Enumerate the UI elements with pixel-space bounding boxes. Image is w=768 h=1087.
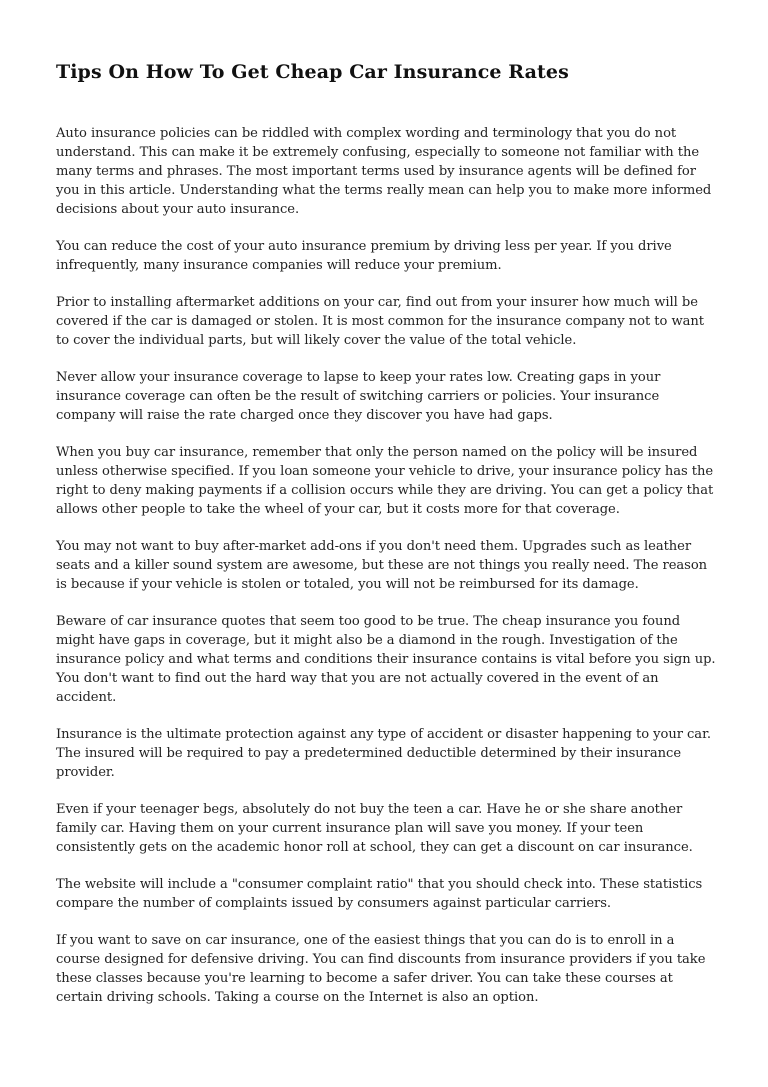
paragraph: Never allow your insurance coverage to lapse to keep your rates low. Creating gaps in your insurance coverage can often be the result of switching carriers or policies. Your insurance company will raise the rate charged once they discover you have had gaps. [56,370,661,423]
paragraph: You may not want to buy after-market add-ons if you don't need them. Upgrades such as leather seats and a killer sound system are awesome, but these are not things you really need. The reason is because if your vehicle is stolen or totaled, you will not be reimbursed for its damage. [56,539,708,592]
paragraph: Auto insurance policies can be riddled with complex wording and terminology that you do not understand. This can make it be extremely confusing, especially to someone not familiar with the many terms and phrases. The most important terms used by insurance agents will be defined for you in this article. Understanding what the terms really mean can help you to make more informed decisions about your auto insurance. [56,126,712,217]
document-page [56,58,716,1025]
paragraph: You can reduce the cost of your auto insurance premium by driving less per year. If you drive infrequently, many insurance companies will reduce your premium. [56,239,672,273]
paragraph: Prior to installing aftermarket additions on your car, find out from your insurer how much will be covered if the car is damaged or stolen. It is most common for the insurance company not to want to cover the individual parts, but will likely cover the value of the total vehicle. [56,295,704,348]
paragraph: Beware of car insurance quotes that seem too good to be true. The cheap insurance you found might have gaps in coverage, but it might also be a diamond in the rough. Investigation of the insurance policy and what terms and conditions their insurance contains is vital before you sign up. You don't want to find out the hard way that you are not actually covered in the event of an accident. [56,614,716,705]
paragraph: Even if your teenager begs, absolutely do not buy the teen a car. Have he or she share another family car. Having them on your current insurance plan will save you money. If your teen consistently gets on the academic honor roll at school, they can get a discount on car insurance. [56,802,693,855]
paragraph: The website will include a "consumer complaint ratio" that you should check into. These statistics compare the number of complaints issued by consumers against particular carriers. [56,877,703,911]
page-title: Tips On How To Get Cheap Car Insurance Rates [56,61,569,83]
paragraph: Insurance is the ultimate protection against any type of accident or disaster happening to your car. The insured will be required to pay a predetermined deductible determined by their insurance provider. [56,727,711,780]
paragraph: When you buy car insurance, remember that only the person named on the policy will be insured unless otherwise specified. If you loan someone your vehicle to drive, your insurance policy has the right to deny making payments if a collision occurs while they are driving. You can get a policy that allows other people to take the wheel of your car, but it costs more for that coverage. [56,445,714,517]
paragraph: If you want to save on car insurance, one of the easiest things that you can do is to enroll in a course designed for defensive driving. You can find discounts from insurance providers if you take these classes because you're learning to become a safer driver. You can take these courses at certain driving schools. Taking a course on the Internet is also an option. [56,933,706,1005]
